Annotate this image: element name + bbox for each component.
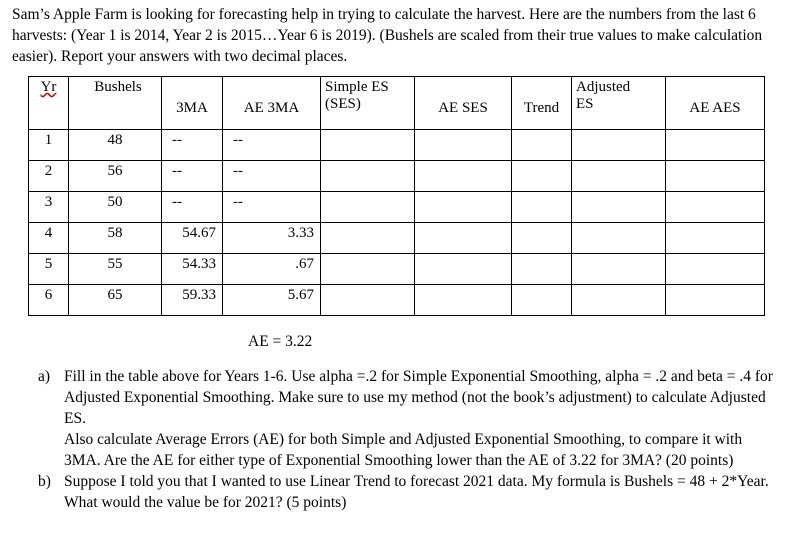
cell-adjusted-es (572, 161, 666, 192)
cell-ae-ses (415, 254, 512, 285)
cell-ae-aes (666, 223, 765, 254)
cell-ae-ses (415, 192, 512, 223)
cell-bushels: 55 (69, 254, 162, 285)
cell-3ma: 54.33 (162, 254, 223, 285)
cell-ae-ses (415, 161, 512, 192)
cell-bushels: 50 (69, 192, 162, 223)
header-row (29, 77, 765, 130)
table-row (29, 192, 765, 223)
cell-ae-3ma: -- (223, 161, 321, 192)
header-yr: Yr (29, 77, 69, 130)
ae-3ma-total: AE = 3.22 (248, 333, 313, 350)
cell-yr: 2 (29, 161, 69, 192)
cell-adjusted-es (572, 285, 666, 316)
cell-trend (512, 130, 572, 161)
cell-yr: 6 (29, 285, 69, 316)
table-row (29, 285, 765, 316)
cell-yr: 1 (29, 130, 69, 161)
cell-bushels: 56 (69, 161, 162, 192)
cell-yr: 4 (29, 223, 69, 254)
intro-paragraph: Sam’s Apple Farm is looking for forecasting help in trying to calculate the harvest. Here are the numbers from the last 6 harvests: (Year 1 is 2014, Year 2 is 2015…Year 6 is 2019). (Bushels are scaled from their true values to make calculation easier). Report your answers with two decimal places. (12, 6, 763, 65)
question-b-text: Suppose I told you that I wanted to use Linear Trend to forecast 2021 data. My formula is Bushels = 48 + 2*Year. What would the value be for 2021? (5 points) (64, 473, 769, 511)
cell-ae-ses (415, 130, 512, 161)
cell-yr: 3 (29, 192, 69, 223)
question-a-followup: Also calculate Average Errors (AE) for both Simple and Adjusted Exponential Smoothing, to compare it with 3MA. Are the AE for either type of Exponential Smoothing lower than the AE of 3.22 for 3MA? (20 points) (64, 431, 743, 469)
cell-ses (321, 161, 415, 192)
cell-ae-aes (666, 254, 765, 285)
table-row (29, 130, 765, 161)
cell-adjusted-es (572, 254, 666, 285)
cell-ses (321, 130, 415, 161)
question-a-text: Fill in the table above for Years 1-6. Use alpha =.2 for Simple Exponential Smoothing, alpha = .2 and beta = .4 for Adjusted Exponential Smoothing. Make sure to use my method (not the book’s adjustment) to calculate Adjusted ES. (64, 368, 773, 427)
cell-ae-3ma: -- (223, 130, 321, 161)
cell-ses (321, 192, 415, 223)
cell-bushels: 58 (69, 223, 162, 254)
cell-adjusted-es (572, 223, 666, 254)
cell-3ma: -- (162, 192, 223, 223)
question-a (38, 366, 778, 471)
question-a-marker: a) (38, 368, 51, 385)
question-b-marker: b) (38, 473, 51, 490)
cell-trend (512, 285, 572, 316)
cell-trend (512, 161, 572, 192)
table-row (29, 223, 765, 254)
header-ses: Simple ES (SES) (321, 77, 415, 130)
cell-ae-aes (666, 130, 765, 161)
cell-ae-3ma: .67 (223, 254, 321, 285)
cell-3ma: 54.67 (162, 223, 223, 254)
cell-ses (321, 285, 415, 316)
cell-ses (321, 254, 415, 285)
question-list (38, 366, 778, 513)
cell-3ma: -- (162, 161, 223, 192)
table-row (29, 161, 765, 192)
cell-trend (512, 192, 572, 223)
header-trend: Trend (512, 77, 572, 130)
cell-ae-aes (666, 285, 765, 316)
cell-adjusted-es (572, 130, 666, 161)
cell-3ma: -- (162, 130, 223, 161)
header-adjusted-es: Adjusted ES (572, 77, 666, 130)
header-3ma: 3MA (162, 77, 223, 130)
cell-adjusted-es (572, 192, 666, 223)
question-b (38, 471, 778, 513)
harvest-table (28, 76, 765, 316)
header-ae-aes: AE AES (666, 77, 765, 130)
cell-ae-aes (666, 192, 765, 223)
cell-ae-3ma: 3.33 (223, 223, 321, 254)
cell-3ma: 59.33 (162, 285, 223, 316)
cell-ae-3ma: -- (223, 192, 321, 223)
cell-yr: 5 (29, 254, 69, 285)
header-bushels: Bushels (69, 77, 162, 130)
header-ae-ses: AE SES (415, 77, 512, 130)
cell-ae-aes (666, 161, 765, 192)
cell-ses (321, 223, 415, 254)
table-row (29, 254, 765, 285)
cell-ae-3ma: 5.67 (223, 285, 321, 316)
cell-bushels: 48 (69, 130, 162, 161)
header-ae-3ma: AE 3MA (223, 77, 321, 130)
cell-trend (512, 254, 572, 285)
cell-ae-ses (415, 223, 512, 254)
cell-ae-ses (415, 285, 512, 316)
cell-bushels: 65 (69, 285, 162, 316)
cell-trend (512, 223, 572, 254)
